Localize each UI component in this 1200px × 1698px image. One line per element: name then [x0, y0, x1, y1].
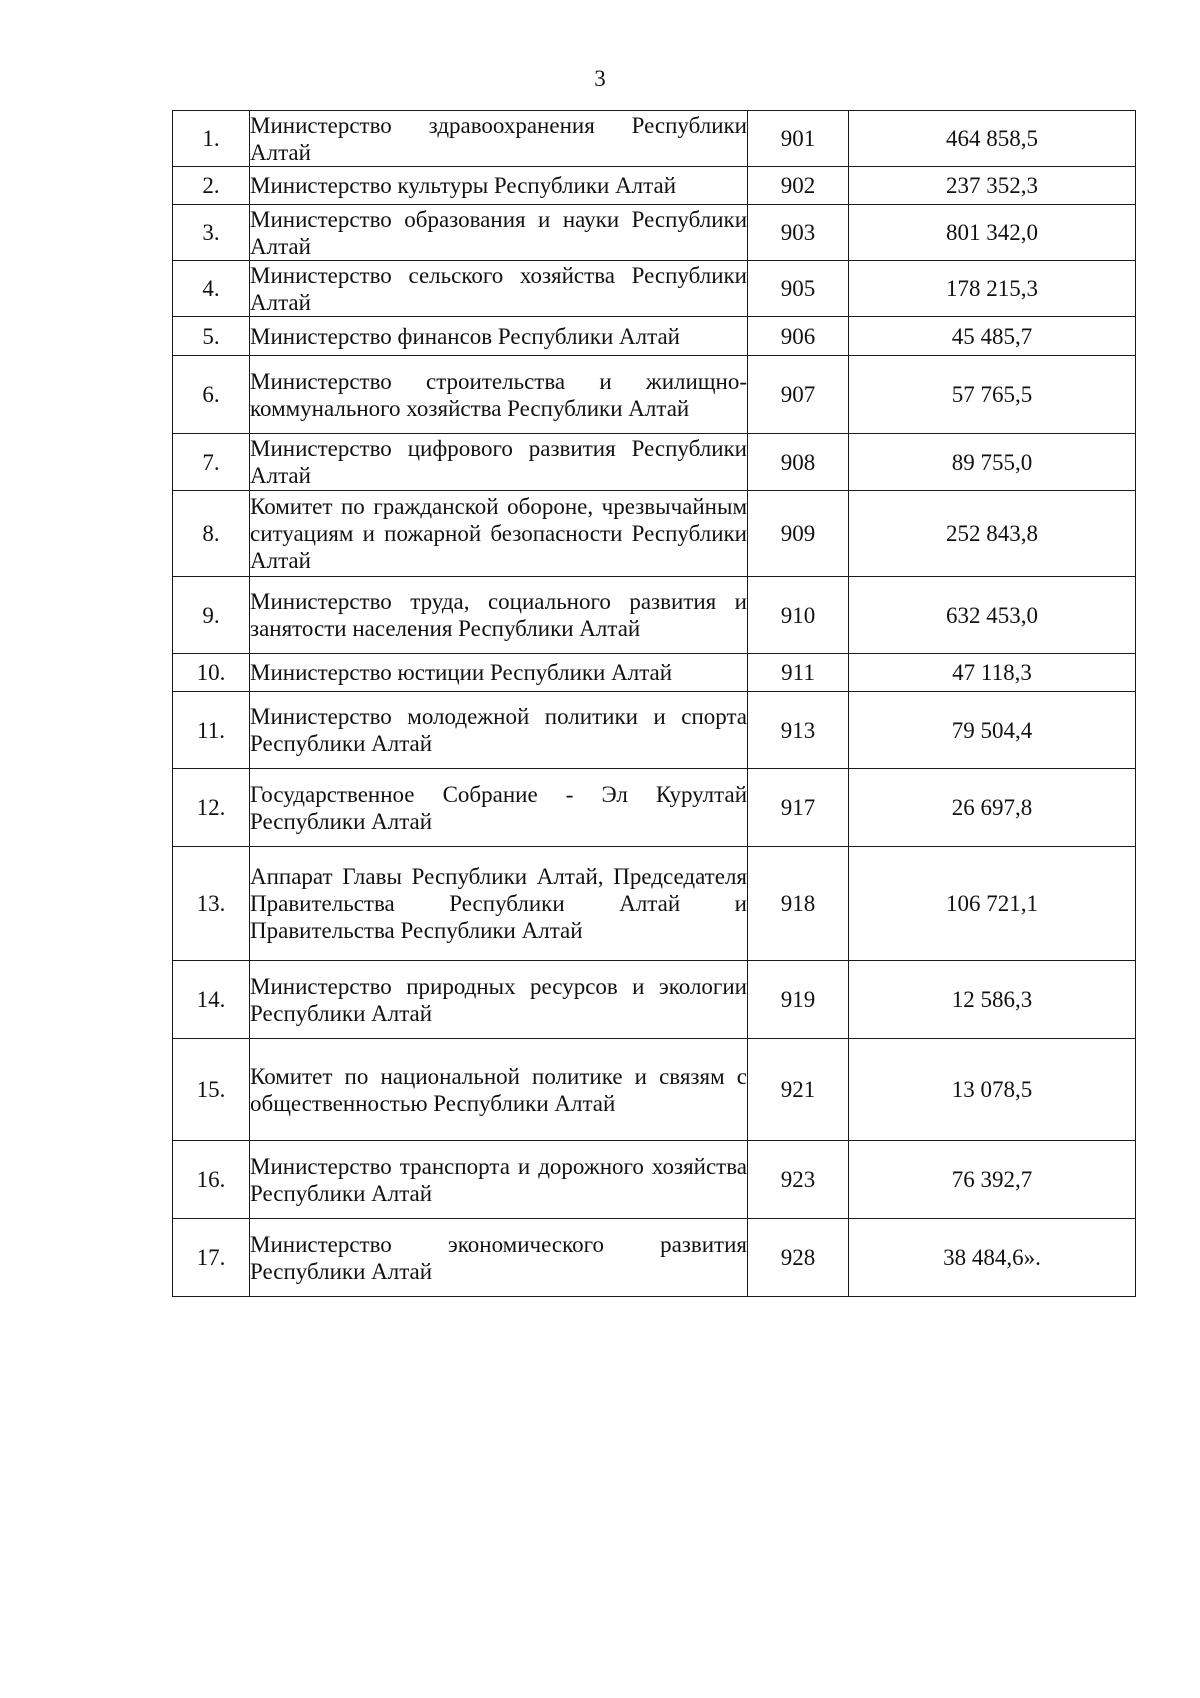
table-row	[173, 847, 1136, 961]
department-code: 918	[748, 847, 849, 961]
department-code: 908	[748, 434, 849, 491]
department-code: 907	[748, 356, 849, 434]
ministry-name: Министерство строительства и жилищно-коммунального хозяйства Республики Алтай	[250, 356, 748, 434]
ministry-name: Министерство сельского хозяйства Республики Алтай	[250, 262, 747, 315]
amount: 632 453,0	[849, 577, 1136, 654]
amount: 26 697,8	[849, 769, 1136, 847]
amount: 76 392,7	[849, 1141, 1136, 1219]
ministry-name: Министерство здравоохранения Республики Алтай	[250, 112, 747, 165]
ministry-name: Комитет по гражданской обороне, чрезвычайным ситуациям и пожарной безопасности Республики Алтай	[250, 491, 748, 577]
amount: 47 118,3	[849, 654, 1136, 692]
department-code: 921	[748, 1039, 849, 1141]
budget-table	[172, 110, 1136, 1297]
department-code: 923	[748, 1141, 849, 1219]
ministry-name: Аппарат Главы Республики Алтай, Председателя Правительства Республики Алтай и Правительства Республики Алтай	[250, 847, 748, 961]
ministry-name: Министерство культуры Республики Алтай	[250, 167, 748, 205]
table-row	[173, 167, 1136, 205]
department-code: 913	[748, 692, 849, 769]
ministry-name: Комитет по национальной политике и связям с общественностью Республики Алтай	[250, 1039, 748, 1141]
row-number: 15.	[173, 1039, 250, 1141]
table-row	[173, 961, 1136, 1039]
department-code: 902	[748, 167, 849, 205]
row-number: 16.	[173, 1141, 250, 1219]
row-number: 10.	[173, 654, 250, 692]
ministry-name: Министерство финансов Республики Алтай	[250, 317, 748, 356]
row-number: 17.	[173, 1219, 250, 1297]
row-number: 13.	[173, 847, 250, 961]
table-row	[173, 111, 1136, 167]
ministry-name: Министерство молодежной политики и спорта Республики Алтай	[250, 692, 748, 769]
amount: 12 586,3	[849, 961, 1136, 1039]
amount: 106 721,1	[849, 847, 1136, 961]
ministry-name: Министерство транспорта и дорожного хозяйства Республики Алтай	[250, 1141, 748, 1219]
department-code: 919	[748, 961, 849, 1039]
table-row	[173, 577, 1136, 654]
department-code: 917	[748, 769, 849, 847]
table-row	[173, 1039, 1136, 1141]
amount: 38 484,6».	[849, 1219, 1136, 1297]
amount: 79 504,4	[849, 692, 1136, 769]
table-row	[173, 434, 1136, 491]
amount: 89 755,0	[849, 434, 1136, 491]
table-row	[173, 205, 1136, 261]
row-number: 6.	[173, 356, 250, 434]
department-code: 909	[748, 491, 849, 577]
amount: 252 843,8	[849, 491, 1136, 577]
amount: 464 858,5	[849, 111, 1136, 167]
row-number: 2.	[173, 167, 250, 205]
ministry-name: Министерство цифрового развития Республики Алтай	[250, 434, 748, 491]
table-row	[173, 654, 1136, 692]
row-number: 11.	[173, 692, 250, 769]
amount: 801 342,0	[849, 205, 1136, 261]
department-code: 905	[748, 261, 849, 317]
department-code: 928	[748, 1219, 849, 1297]
row-number: 8.	[173, 491, 250, 577]
amount: 178 215,3	[849, 261, 1136, 317]
department-code: 910	[748, 577, 849, 654]
department-code: 903	[748, 205, 849, 261]
amount: 13 078,5	[849, 1039, 1136, 1141]
table-row	[173, 692, 1136, 769]
row-number: 3.	[173, 205, 250, 261]
row-number: 7.	[173, 434, 250, 491]
row-number: 14.	[173, 961, 250, 1039]
table-row	[173, 317, 1136, 356]
amount: 57 765,5	[849, 356, 1136, 434]
row-number: 1.	[173, 111, 250, 167]
ministry-name: Министерство экономического развития Республики Алтай	[250, 1219, 748, 1297]
row-number: 12.	[173, 769, 250, 847]
row-number: 4.	[173, 261, 250, 317]
table-row	[173, 769, 1136, 847]
ministry-name: Министерство образования и науки Республики Алтай	[250, 206, 747, 259]
ministry-name: Государственное Собрание - Эл Курултай Республики Алтай	[250, 769, 748, 847]
department-code: 911	[748, 654, 849, 692]
ministry-name: Министерство природных ресурсов и экологии Республики Алтай	[250, 961, 748, 1039]
table-row	[173, 356, 1136, 434]
department-code: 906	[748, 317, 849, 356]
department-code: 901	[748, 111, 849, 167]
amount: 45 485,7	[849, 317, 1136, 356]
page-number: 3	[594, 66, 606, 91]
amount: 237 352,3	[849, 167, 1136, 205]
table-row	[173, 261, 1136, 317]
row-number: 5.	[173, 317, 250, 356]
ministry-name: Министерство юстиции Республики Алтай	[250, 654, 748, 692]
table-row	[173, 1219, 1136, 1297]
row-number: 9.	[173, 577, 250, 654]
table-row	[173, 491, 1136, 577]
ministry-name: Министерство труда, социального развития и занятости населения Республики Алтай	[250, 577, 748, 654]
table-row	[173, 1141, 1136, 1219]
